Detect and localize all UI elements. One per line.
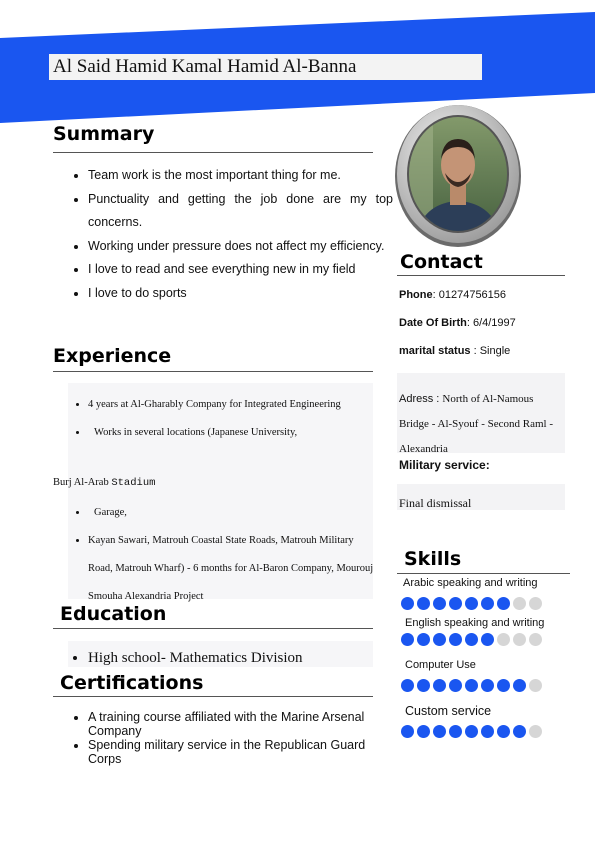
experience-line-mono: Stadium: [111, 477, 156, 489]
skill-dot-empty: [497, 633, 510, 646]
skill-dot-filled: [401, 679, 414, 692]
list-item: • Team work is the most important thing for me.: [88, 164, 393, 188]
skill-dot-empty: [529, 679, 542, 692]
skill-rating: [401, 597, 542, 610]
marital-value: : Single: [470, 345, 511, 357]
summary-list: [68, 164, 393, 305]
skill-dot-filled: [465, 633, 478, 646]
skill-label: Custom service: [405, 704, 492, 718]
list-item: • Works in several locations (Japanese University,: [88, 419, 373, 447]
list-item: • I love to do sports: [88, 282, 393, 306]
skill-dot-filled: [481, 679, 494, 692]
skill-dot-empty: [529, 633, 542, 646]
skill-rating: [401, 725, 542, 738]
summary-rule: [53, 152, 373, 153]
education-heading: Education: [60, 603, 167, 625]
skill-dot-filled: [417, 725, 430, 738]
dob-label: Date Of Birth: [399, 317, 467, 329]
skill-dot-filled: [417, 597, 430, 610]
list-item: • Kayan Sawari, Matrouh Coastal State Roads, Matrouh Military Road, Matrouh Wharf) - 6 months for Al-Baron Company, Mourouj Smouha Alexandria Project: [88, 527, 378, 611]
contact-heading: Contact: [400, 251, 483, 273]
experience-list-a: [68, 391, 373, 447]
skill-dot-filled: [417, 679, 430, 692]
list-item: • Garage,: [88, 499, 378, 527]
certifications-rule: [53, 696, 373, 697]
skill-dot-filled: [433, 597, 446, 610]
experience-heading: Experience: [53, 345, 172, 367]
military-label: [399, 458, 490, 472]
list-item: • Spending military service in the Republican Guard Corps: [88, 738, 398, 766]
list-item: • Punctuality and getting the job done are my top concerns.: [88, 188, 393, 235]
skill-dot-filled: [433, 725, 446, 738]
skill-dot-filled: [465, 725, 478, 738]
skill-label: Computer Use: [405, 659, 476, 671]
phone-value: : 01274756156: [432, 289, 507, 301]
skill-dot-filled: [513, 725, 526, 738]
skill-rating: [401, 679, 542, 692]
experience-rule: [53, 371, 373, 372]
skill-label: Arabic speaking and writing: [403, 577, 538, 589]
phone-label: Phone: [399, 289, 433, 301]
phone-line: [399, 289, 506, 301]
marital-line: [399, 345, 510, 357]
list-item: • I love to read and see everything new in my field: [88, 258, 393, 282]
address-value: North of Al-Namous Bridge - Al-Syouf - Second Raml - Alexandria: [399, 393, 553, 455]
skill-dot-empty: [513, 597, 526, 610]
experience-line-prefix: Burj Al-Arab: [53, 477, 112, 488]
skill-rating: [401, 633, 542, 646]
dob-value: : 6/4/1997: [466, 317, 516, 329]
skill-dot-filled: [497, 725, 510, 738]
dob-line: [399, 317, 516, 329]
marital-label: marital status: [399, 345, 471, 357]
skills-heading: Skills: [404, 548, 462, 570]
skill-dot-filled: [481, 725, 494, 738]
skill-dot-filled: [449, 725, 462, 738]
experience-line: [53, 477, 155, 489]
education-list: [68, 649, 388, 667]
skill-dot-filled: [433, 633, 446, 646]
skill-dot-filled: [513, 679, 526, 692]
summary-heading: Summary: [53, 123, 155, 145]
skill-dot-filled: [401, 597, 414, 610]
skill-dot-filled: [433, 679, 446, 692]
full-name: Al Said Hamid Kamal Hamid Al-Banna: [49, 54, 482, 80]
skill-dot-filled: [449, 597, 462, 610]
skill-dot-filled: [481, 633, 494, 646]
military-label-text: Military service:: [399, 458, 490, 472]
skill-dot-filled: [497, 679, 510, 692]
skill-dot-empty: [513, 633, 526, 646]
list-item: • High school- Mathematics Division: [88, 649, 388, 667]
address-label: Adress :: [399, 393, 443, 405]
skill-dot-filled: [449, 679, 462, 692]
experience-list-b: [68, 499, 378, 611]
skill-dot-filled: [481, 597, 494, 610]
list-item: • A training course affiliated with the Marine Arsenal Company: [88, 710, 398, 738]
skill-dot-filled: [449, 633, 462, 646]
skill-label: English speaking and writing: [405, 617, 545, 629]
skill-dot-filled: [401, 633, 414, 646]
list-item: • Working under pressure does not affect my efficiency.: [88, 235, 393, 259]
military-value: Final dismissal: [399, 496, 472, 510]
skills-rule: [397, 573, 570, 574]
list-item: • 4 years at Al-Gharably Company for Integrated Engineering: [88, 391, 373, 419]
skill-dot-filled: [417, 633, 430, 646]
skill-dot-filled: [401, 725, 414, 738]
skill-dot-filled: [497, 597, 510, 610]
profile-photo: [393, 103, 523, 249]
certifications-heading: Certifications: [60, 672, 204, 694]
skill-dot-filled: [465, 597, 478, 610]
address-line: [399, 387, 565, 462]
certifications-list: [68, 710, 398, 766]
contact-rule: [397, 275, 565, 276]
skill-dot-empty: [529, 597, 542, 610]
skill-dot-filled: [465, 679, 478, 692]
education-rule: [53, 628, 373, 629]
skill-dot-empty: [529, 725, 542, 738]
